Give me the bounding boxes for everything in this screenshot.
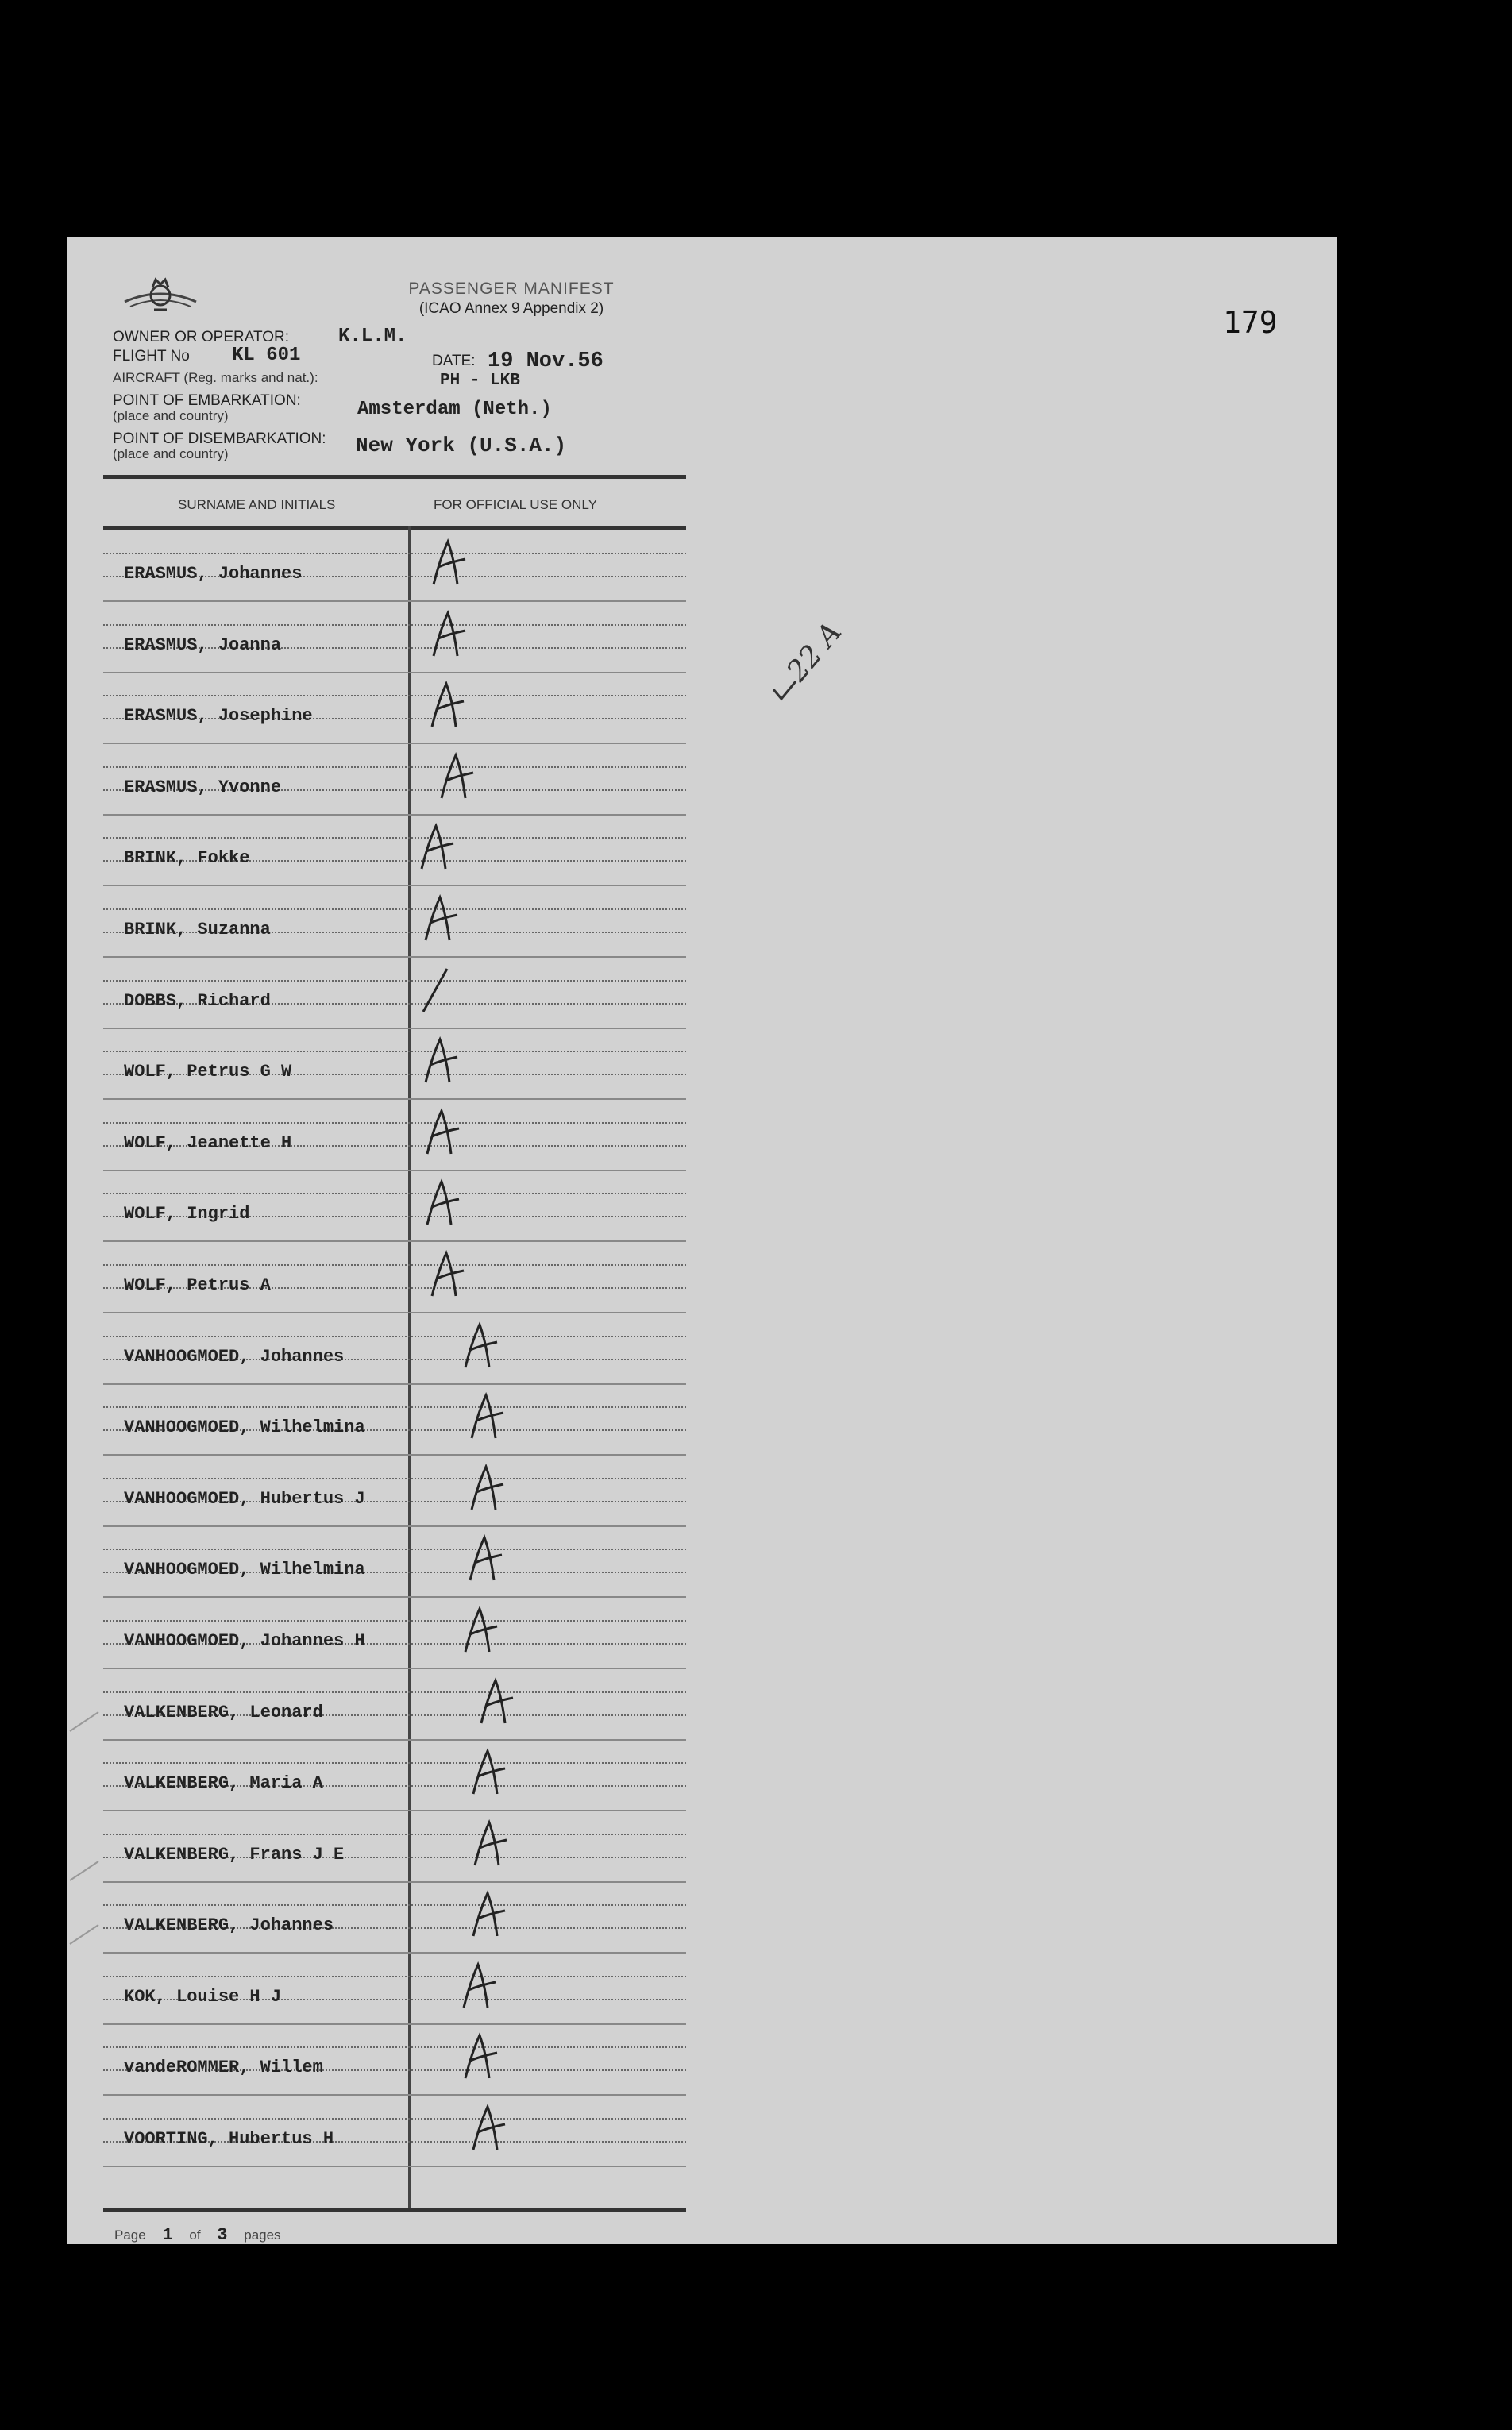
passenger-name: vandeROMMER, Willem — [124, 2058, 323, 2078]
passenger-row — [103, 530, 686, 602]
official-check-mark — [464, 2100, 511, 2156]
official-check-mark — [422, 677, 470, 733]
official-check-mark — [456, 1318, 503, 1374]
passenger-row — [103, 1242, 686, 1313]
row-rule — [103, 624, 686, 626]
passenger-row — [103, 1384, 686, 1456]
passenger-row — [103, 1669, 686, 1741]
passenger-row — [103, 1740, 686, 1811]
official-check-mark — [462, 1389, 510, 1444]
passenger-row — [103, 958, 686, 1029]
row-rule — [103, 1336, 686, 1337]
aircraft-label: AIRCRAFT (Reg. marks and nat.): — [113, 370, 318, 385]
official-check-mark — [432, 749, 480, 804]
official-check-mark — [464, 1745, 511, 1800]
passenger-name: VANHOOGMOED, Johannes H — [124, 1630, 365, 1651]
official-check-mark — [416, 1033, 464, 1089]
passenger-name: ERASMUS, Josephine — [124, 706, 313, 727]
row-rule — [103, 1406, 686, 1408]
page-value: 1 — [162, 2225, 173, 2245]
passenger-row — [103, 673, 686, 744]
passenger-row — [103, 744, 686, 816]
embark-label: POINT OF EMBARKATION: — [113, 392, 301, 409]
passenger-row — [103, 1598, 686, 1669]
handwritten-annotation — [750, 562, 869, 705]
table-bottom-rule — [103, 2208, 686, 2212]
flight-value: KL 601 — [232, 345, 301, 366]
passenger-list — [103, 530, 686, 2167]
disembark-sublabel: (place and country) — [113, 446, 229, 461]
passenger-name: DOBBS, Richard — [124, 990, 271, 1011]
row-rule — [103, 1620, 686, 1622]
passenger-name: VANHOOGMOED, Wilhelmina — [124, 1560, 365, 1580]
passenger-name: VANHOOGMOED, Hubertus J — [124, 1488, 365, 1509]
date-value: 19 Nov.56 — [488, 349, 604, 373]
manifest-sheet — [67, 237, 1337, 2244]
row-rule — [103, 1691, 686, 1693]
official-check-mark — [416, 891, 464, 947]
passenger-name: WOLF, Petrus G W — [124, 1062, 292, 1082]
passenger-row — [103, 1171, 686, 1242]
passenger-row — [103, 1456, 686, 1527]
table-top-rule — [103, 526, 686, 530]
official-check-mark — [465, 1816, 513, 1872]
official-check-mark — [424, 607, 472, 662]
row-rule — [103, 908, 686, 910]
passenger-row — [103, 815, 686, 886]
row-rule — [103, 766, 686, 768]
row-rule — [103, 980, 686, 982]
passenger-name: ERASMUS, Yvonne — [124, 777, 282, 797]
passenger-name: VANHOOGMOED, Wilhelmina — [124, 1418, 365, 1438]
row-rule — [103, 1051, 686, 1052]
passenger-name: VALKENBERG, Maria A — [124, 1773, 323, 1794]
passenger-name: BRINK, Fokke — [124, 848, 250, 869]
official-check-mark — [464, 1887, 511, 1942]
embark-value: Amsterdam (Neth.) — [357, 399, 552, 420]
passenger-name: WOLF, Ingrid — [124, 1204, 250, 1225]
disembark-value: New York (U.S.A.) — [356, 434, 567, 457]
passenger-name: WOLF, Petrus A — [124, 1275, 271, 1295]
row-rule — [103, 1478, 686, 1479]
page-number: 179 — [1223, 305, 1278, 340]
page-label: Page — [114, 2228, 146, 2243]
row-rule — [103, 1264, 686, 1266]
official-check-mark — [418, 1105, 465, 1160]
date-label: DATE: — [432, 353, 476, 369]
passenger-row — [103, 1882, 686, 1954]
passenger-row — [103, 1100, 686, 1171]
passenger-row — [103, 2096, 686, 2167]
passenger-row — [103, 1028, 686, 1100]
row-rule — [103, 1193, 686, 1194]
passenger-name: VALKENBERG, Frans J E — [124, 1844, 345, 1865]
passenger-name: ERASMUS, Joanna — [124, 634, 282, 655]
row-rule — [103, 1976, 686, 1977]
annotation-text: 22 A — [781, 615, 849, 688]
passenger-name: VOORTING, Hubertus H — [124, 2129, 334, 2150]
row-rule — [103, 837, 686, 839]
margin-tick-mark — [68, 1858, 100, 1882]
official-check-mark — [456, 2029, 503, 2085]
row-rule — [103, 2166, 686, 2167]
embark-sublabel: (place and country) — [113, 408, 229, 423]
official-check-mark — [412, 962, 460, 1018]
official-check-mark — [456, 1603, 503, 1658]
row-rule — [103, 1834, 686, 1835]
row-rule — [103, 1122, 686, 1124]
passenger-name: KOK, Louise H J — [124, 1986, 282, 2007]
official-check-mark — [418, 1175, 465, 1231]
official-check-mark — [461, 1531, 508, 1587]
row-rule — [103, 2118, 686, 2120]
passenger-row — [103, 602, 686, 673]
passenger-row — [103, 1811, 686, 1883]
row-rule — [103, 695, 686, 696]
passenger-row — [103, 1526, 686, 1598]
passenger-name: VALKENBERG, Johannes — [124, 1915, 334, 1936]
official-check-mark — [422, 1247, 470, 1302]
passenger-name: VANHOOGMOED, Johannes — [124, 1346, 345, 1367]
official-check-mark — [462, 1460, 510, 1516]
margin-tick-mark — [68, 1922, 100, 1946]
disembark-label: POINT OF DISEMBARKATION: — [113, 430, 326, 447]
page-footer — [114, 2225, 281, 2245]
passenger-name: ERASMUS, Johannes — [124, 564, 303, 584]
passenger-name: VALKENBERG, Leonard — [124, 1702, 323, 1722]
passenger-row — [103, 1313, 686, 1385]
pages-label: pages — [244, 2228, 281, 2243]
margin-tick-mark — [68, 1709, 100, 1733]
row-rule — [103, 1904, 686, 1906]
owner-label: OWNER OR OPERATOR: — [113, 329, 290, 345]
passenger-name: BRINK, Suzanna — [124, 919, 271, 939]
official-check-mark — [412, 820, 460, 875]
header-rule — [103, 475, 686, 479]
manifest-form — [67, 237, 623, 2244]
official-check-mark — [454, 1958, 502, 2014]
row-rule — [103, 1762, 686, 1764]
official-check-mark — [424, 535, 472, 591]
flight-label: FLIGHT No — [113, 348, 190, 364]
owner-value: K.L.M. — [338, 326, 407, 347]
row-rule — [103, 2046, 686, 2048]
aircraft-value: PH - LKB — [440, 372, 520, 390]
manifest-subtitle: (ICAO Annex 9 Appendix 2) — [418, 300, 604, 317]
col-surname-header: SURNAME AND INITIALS — [178, 497, 336, 512]
row-rule — [103, 553, 686, 554]
of-label: of — [189, 2228, 201, 2243]
passenger-name: WOLF, Jeanette H — [124, 1132, 292, 1153]
total-pages-value: 3 — [217, 2225, 228, 2245]
col-official-header: FOR OFFICIAL USE ONLY — [434, 497, 597, 512]
official-check-mark — [472, 1674, 519, 1730]
passenger-row — [103, 886, 686, 958]
manifest-title: PASSENGER MANIFEST — [408, 280, 615, 298]
passenger-row — [103, 1954, 686, 2025]
klm-crown-logo-icon — [121, 270, 200, 326]
passenger-row — [103, 2024, 686, 2096]
row-rule — [103, 1549, 686, 1550]
